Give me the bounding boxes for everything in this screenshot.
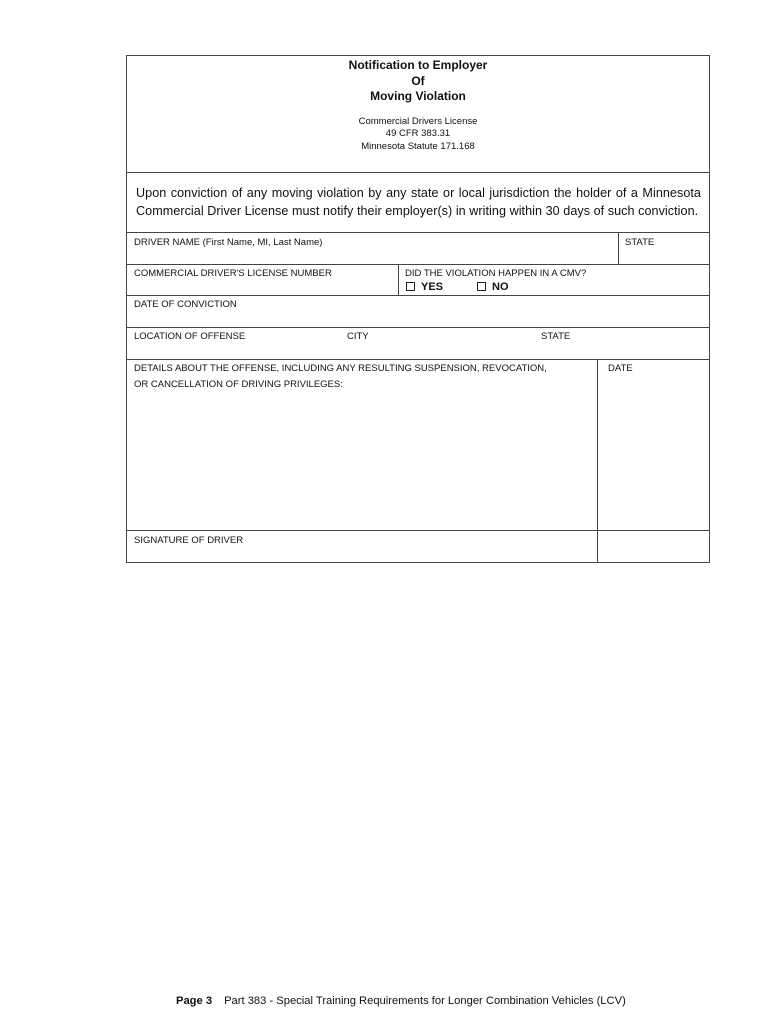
divider [597, 531, 598, 562]
driver-name-label: DRIVER NAME (First Name, MI, Last Name) [134, 237, 323, 248]
location-label: LOCATION OF OFFENSE [134, 331, 246, 342]
form-subtitle [127, 116, 709, 154]
signature-label: SIGNATURE OF DRIVER [134, 535, 244, 546]
driver-name-row [127, 233, 709, 265]
divider [597, 360, 598, 530]
subtitle-line-2: 49 CFR 383.31 [385, 128, 451, 139]
state-label: STATE [541, 331, 571, 342]
page-number: Page 3 [176, 995, 213, 1007]
form-title [127, 56, 709, 105]
page-footer [176, 995, 626, 1007]
footer-text: Part 383 - Special Training Requirements for Longer Combination Vehicles (LCV) [224, 995, 626, 1007]
location-row [127, 328, 709, 360]
date-label: DATE [608, 363, 633, 374]
date-of-conviction-label: DATE OF CONVICTION [134, 299, 237, 310]
yes-label: YES [421, 281, 444, 293]
no-checkbox[interactable] [477, 282, 486, 291]
date-of-conviction-row [127, 296, 709, 328]
details-label-line-1: DETAILS ABOUT THE OFFENSE, INCLUDING ANY RESULTING SUSPENSION, REVOCATION, [134, 363, 547, 374]
form-header [127, 56, 709, 173]
notification-form [126, 55, 710, 563]
signature-row [127, 531, 709, 562]
city-label: CITY [347, 331, 369, 342]
title-line-3: Moving Violation [370, 89, 466, 103]
cdl-number-row [127, 265, 709, 296]
cmv-question-label: DID THE VIOLATION HAPPEN IN A CMV? [405, 268, 587, 279]
divider [618, 233, 619, 264]
title-line-2: Of [411, 73, 425, 88]
subtitle-line-1: Commercial Drivers License [358, 115, 478, 127]
no-option[interactable] [477, 281, 509, 293]
subtitle-line-3: Minnesota Statute 171.168 [361, 140, 475, 152]
cdl-number-label: COMMERCIAL DRIVER'S LICENSE NUMBER [134, 268, 332, 279]
no-label: NO [492, 281, 509, 293]
notice-text: Upon conviction of any moving violation by any state or local jurisdiction the holder of a Minnesota Commercial Driver License must notify their employer(s) in writing within 30 days of such conviction. [127, 172, 709, 233]
details-label-line-2: OR CANCELLATION OF DRIVING PRIVILEGES: [134, 379, 343, 390]
details-row [127, 360, 709, 531]
yes-option[interactable] [406, 281, 443, 293]
state-label: STATE [625, 237, 655, 248]
title-line-1: Notification to Employer [348, 58, 488, 72]
divider [398, 265, 399, 295]
yes-checkbox[interactable] [406, 282, 415, 291]
